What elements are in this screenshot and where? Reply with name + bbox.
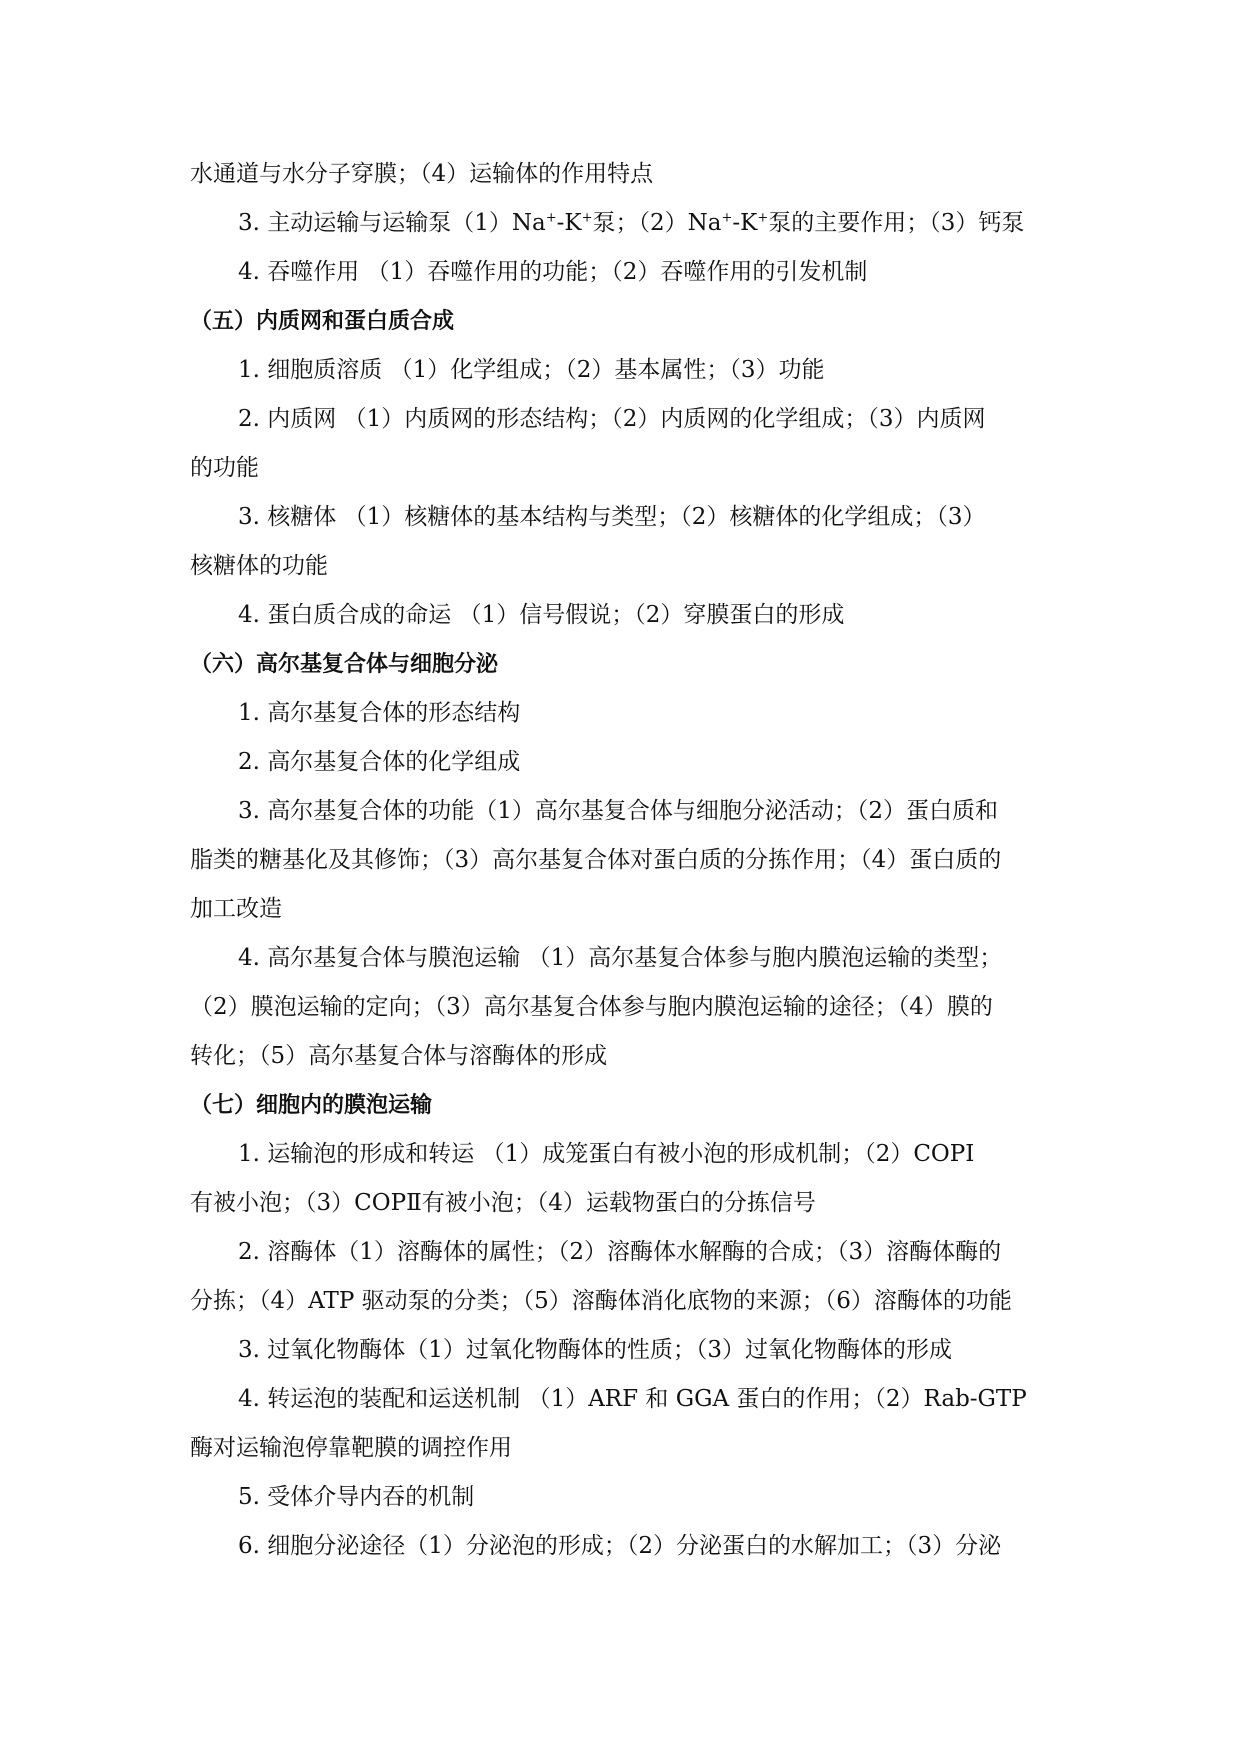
outline-item: 4. 吞噬作用 （1）吞噬作用的功能；（2）吞噬作用的引发机制 [238,259,868,285]
text-run: 3. 主动运输与运输泵（1）Na [238,210,546,236]
outline-item: 2. 高尔基复合体的化学组成 [238,749,521,775]
outline-item: 2. 溶酶体（1）溶酶体的属性；（2）溶酶体水解酶的合成；（3）溶酶体酶的 [238,1239,1002,1265]
section-heading: （五）内质网和蛋白质合成 [190,309,455,334]
outline-item: 1. 细胞质溶质 （1）化学组成；（2）基本属性；（3）功能 [238,357,825,383]
outline-item: 6. 细胞分泌途径（1）分泌泡的形成；（2）分泌蛋白的水解加工；（3）分泌 [238,1533,1002,1559]
continuation-line: 分拣；（4）ATP 驱动泵的分类；（5）溶酶体消化底物的来源；（6）溶酶体的功能 [190,1288,1012,1314]
outline-item: 4. 高尔基复合体与膜泡运输 （1）高尔基复合体参与胞内膜泡运输的类型； [238,945,1003,971]
outline-item: 3. 高尔基复合体的功能（1）高尔基复合体与细胞分泌活动；（2）蛋白质和 [238,798,999,824]
text-run: 泵；（2）Na [592,210,722,236]
section-heading: （六）高尔基复合体与细胞分泌 [190,652,499,677]
superscript: + [757,210,769,226]
text-run: 泵的主要作用；（3）钙泵 [768,210,1025,236]
outline-item: 3. 过氧化物酶体（1）过氧化物酶体的性质；（3）过氧化物酶体的形成 [238,1337,953,1363]
continuation-line: 加工改造 [190,896,282,922]
superscript: + [581,210,593,226]
document-body [190,150,1060,1571]
continuation-line: 水通道与水分子穿膜；（4）运输体的作用特点 [190,161,654,187]
continuation-line: 核糖体的功能 [190,553,328,579]
superscript: + [721,210,733,226]
continuation-line: 的功能 [190,455,259,481]
outline-item: 1. 运输泡的形成和转运 （1）成笼蛋白有被小泡的形成机制；（2）COPⅠ [238,1141,975,1167]
outline-item: 5. 受体介导内吞的机制 [238,1484,475,1510]
text-run: -K [732,210,758,236]
text-run: -K [556,210,582,236]
outline-item: 3. 核糖体 （1）核糖体的基本结构与类型；（2）核糖体的化学组成；（3） [238,504,986,530]
outline-item [190,199,1060,248]
continuation-line: 脂类的糖基化及其修饰；（3）高尔基复合体对蛋白质的分拣作用；（4）蛋白质的 [190,847,1002,873]
outline-item: 4. 蛋白质合成的命运 （1）信号假说；（2）穿膜蛋白的形成 [238,602,845,628]
continuation-line: （2）膜泡运输的定向；（3）高尔基复合体参与胞内膜泡运输的途径；（4）膜的 [190,994,993,1020]
outline-item: 2. 内质网 （1）内质网的形态结构；（2）内质网的化学组成；（3）内质网 [238,406,986,432]
continuation-line: 转化；（5）高尔基复合体与溶酶体的形成 [190,1043,608,1069]
outline-item: 4. 转运泡的装配和运送机制 （1）ARF 和 GGA 蛋白的作用；（2）Rab-GTP [238,1386,1027,1412]
outline-item: 1. 高尔基复合体的形态结构 [238,700,521,726]
section-heading: （七）细胞内的膜泡运输 [190,1093,433,1118]
superscript: + [545,210,557,226]
continuation-line: 有被小泡；（3）COPⅡ有被小泡；（4）运载物蛋白的分拣信号 [190,1190,816,1216]
continuation-line: 酶对运输泡停靠靶膜的调控作用 [190,1435,512,1461]
